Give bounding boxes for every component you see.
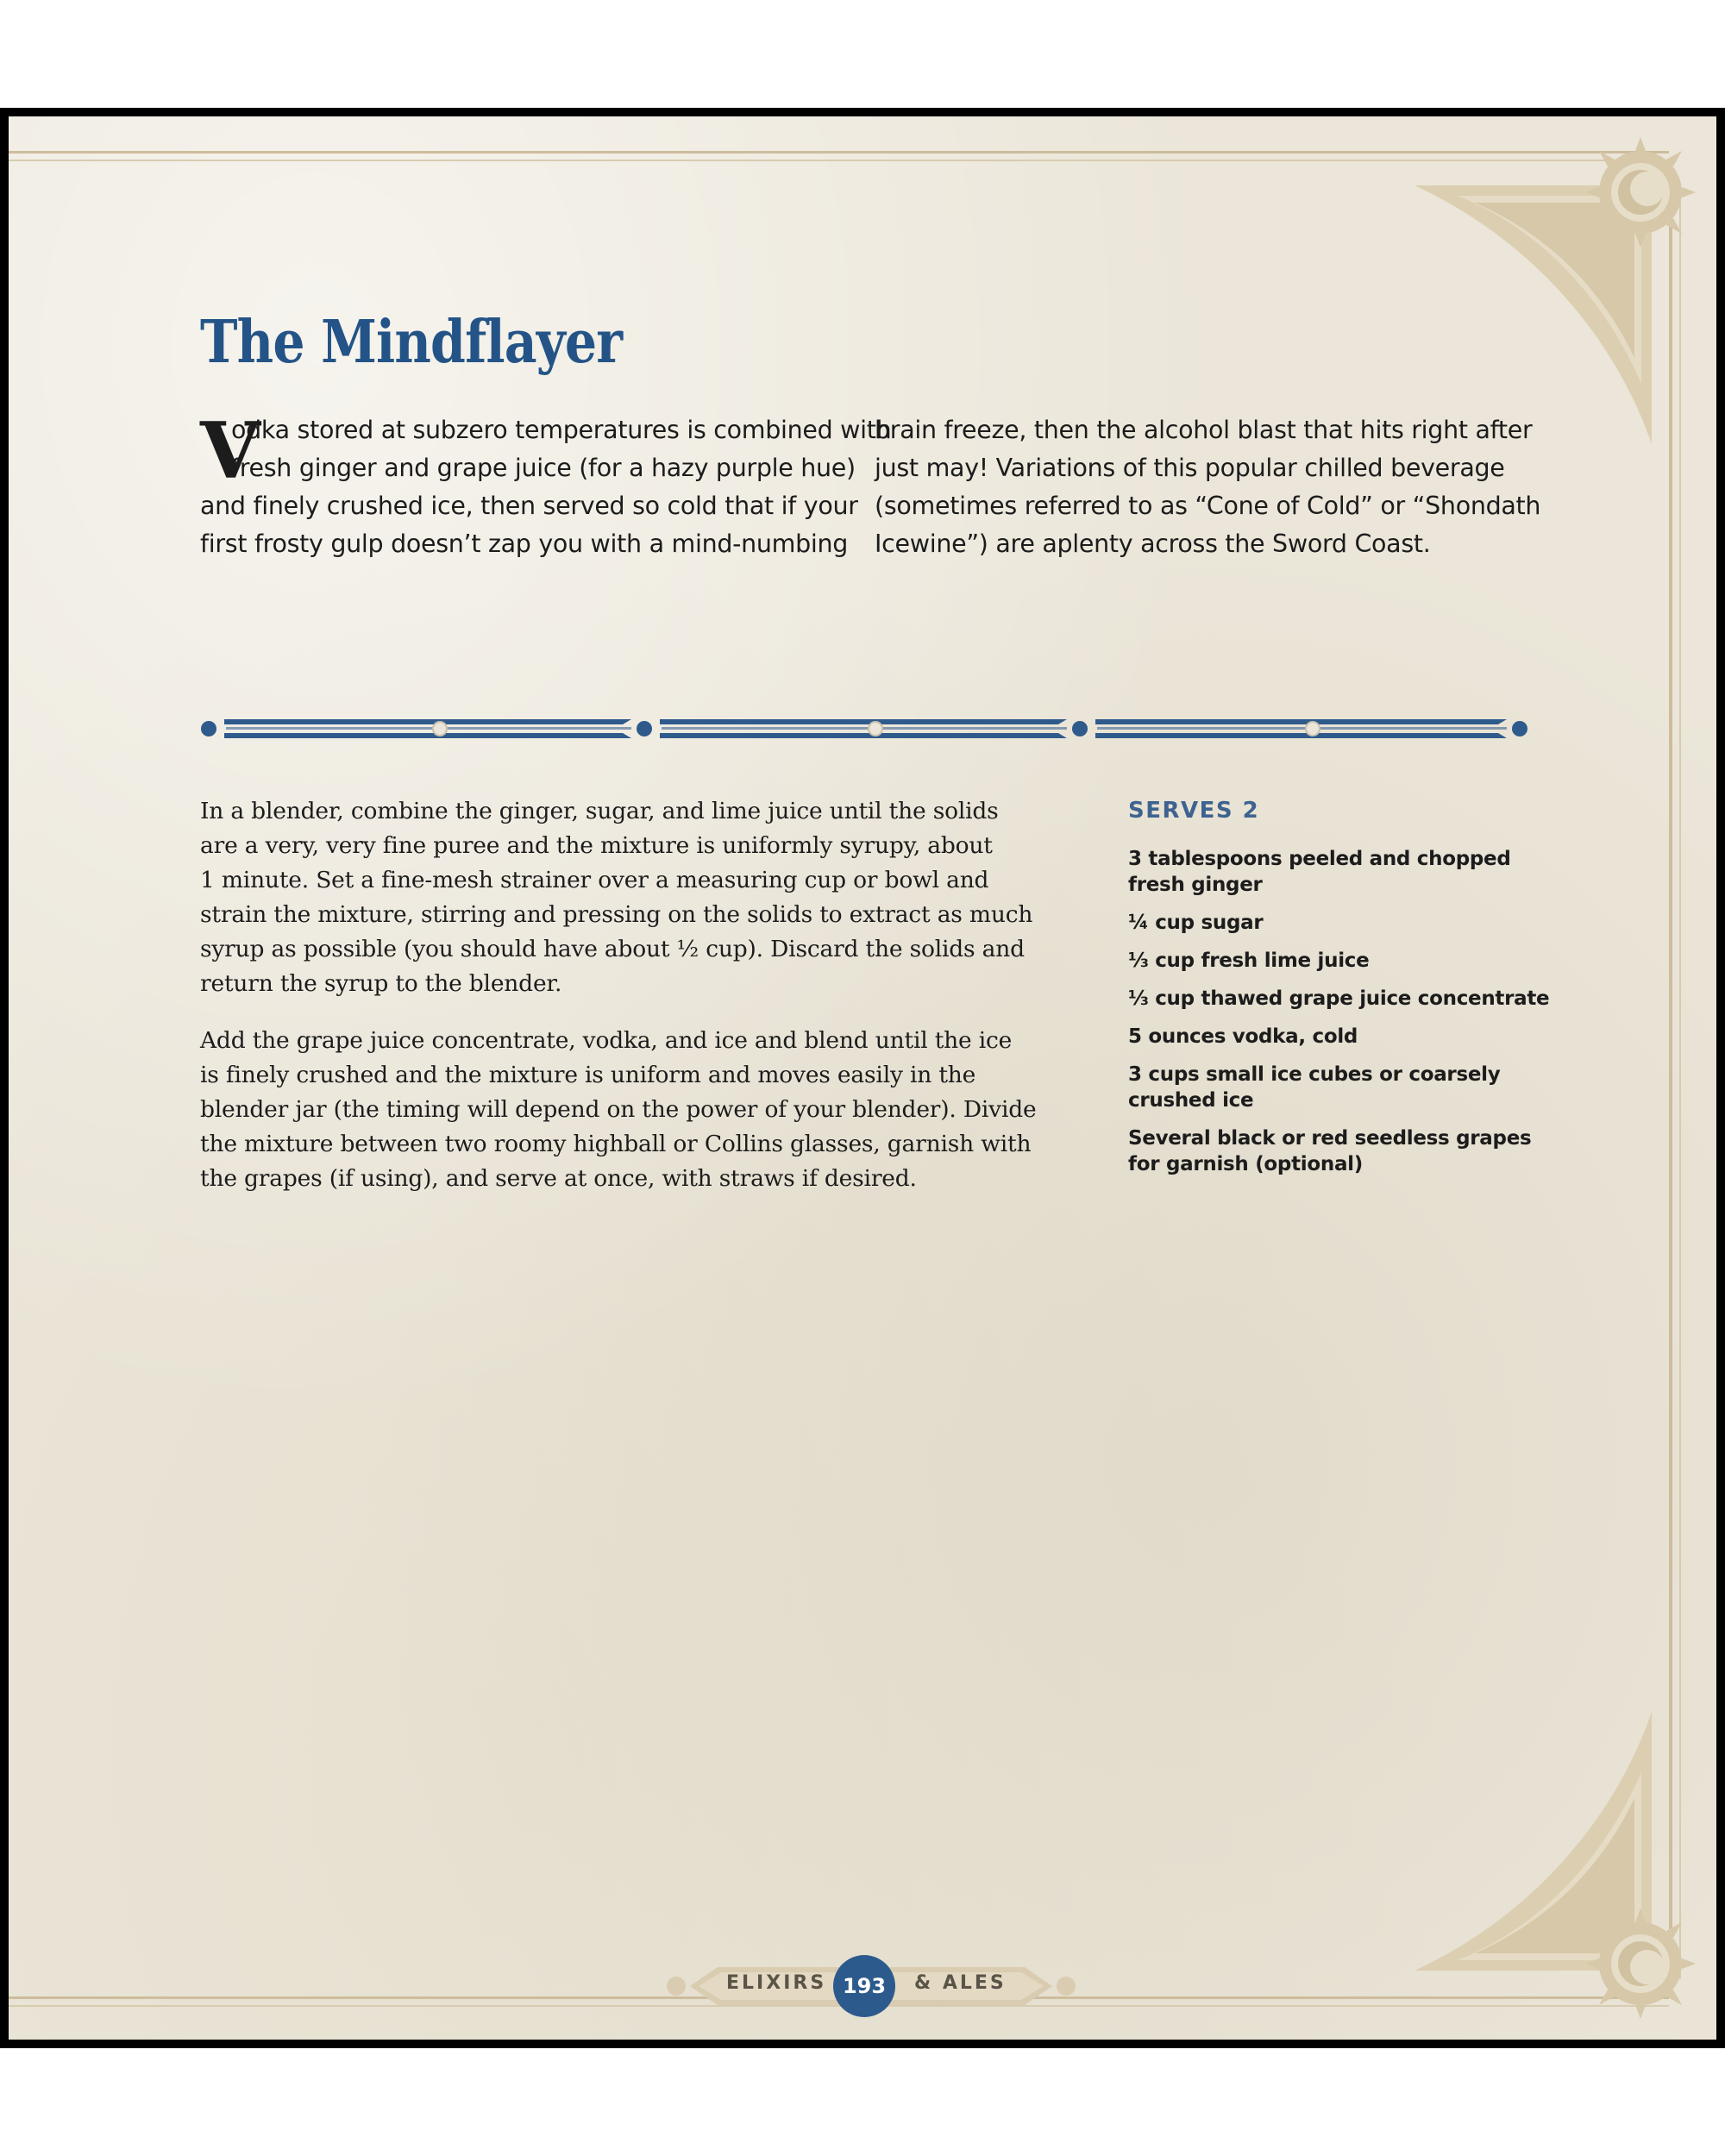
ingredient-line: fresh ginger: [1128, 874, 1263, 896]
ingredient-item: [1128, 948, 1542, 974]
method-line: strain the mixture, stirring and pressing on the solids to extract as much: [200, 901, 1033, 928]
ingredient-line: for garnish (optional): [1128, 1153, 1363, 1175]
method-line: syrup as possible (you should have about ½ cup). Discard the solids and: [200, 936, 1025, 962]
intro-line: fresh ginger and grape juice (for a hazy purple hue): [231, 454, 856, 482]
intro-line: odka stored at subzero temperatures is combined with: [231, 416, 892, 444]
page-number-badge: 193: [833, 1955, 895, 2017]
intro-line: brain freeze, then the alcohol blast that hits right after: [875, 416, 1533, 444]
recipe-method: [200, 794, 1080, 1196]
intro-line: (sometimes referred to as “Cone of Cold” or “Shondath: [875, 492, 1541, 520]
recipe-intro: [200, 405, 1541, 696]
intro-line: just may! Variations of this popular chilled beverage: [875, 454, 1505, 482]
method-line: 1 minute. Set a fine-mesh strainer over a measuring cup or bowl and: [200, 867, 989, 893]
page-footer: [664, 1946, 1078, 2026]
ingredient-item: [1128, 1062, 1542, 1113]
page-frame: [0, 108, 1725, 2048]
method-line: the grapes (if using), and serve at once, with straws if desired.: [200, 1165, 917, 1192]
intro-column-right: [875, 411, 1541, 696]
serves-heading: SERVES 2: [1128, 798, 1260, 824]
method-paragraph: [200, 1024, 1080, 1196]
method-line: is finely crushed and the mixture is uniform and moves easily in the: [200, 1062, 976, 1088]
ingredient-line: crushed ice: [1128, 1089, 1254, 1112]
ingredient-line: 3 cups small ice cubes or coarsely: [1128, 1063, 1501, 1086]
method-line: the mixture between two roomy highball or Collins glasses, garnish with: [200, 1131, 1032, 1157]
method-line: Add the grape juice concentrate, vodka, and ice and blend until the ice: [200, 1027, 1013, 1054]
intro-line: and finely crushed ice, then served so cold that if your: [200, 492, 858, 520]
intro-line: first frosty gulp doesn’t zap you with a mind-numbing: [200, 530, 849, 558]
intro-column-left: [200, 405, 892, 696]
ingredient-line: ⅓ cup thawed grape juice concentrate: [1128, 987, 1550, 1010]
ingredient-line: ¼ cup sugar: [1128, 912, 1264, 934]
ingredient-item: [1128, 846, 1542, 898]
ingredient-item: [1128, 986, 1550, 1012]
method-line: blender jar (the timing will depend on the power of your blender). Divide: [200, 1096, 1037, 1123]
ingredient-item: [1128, 1125, 1542, 1177]
recipe-page: [9, 116, 1716, 2040]
drop-cap: V: [200, 405, 260, 497]
method-line: In a blender, combine the ginger, sugar, and lime juice until the solids: [200, 798, 999, 824]
recipe-title: The Mindflayer: [200, 308, 623, 377]
ingredients-list: [1128, 798, 1550, 1189]
ingredient-line: Several black or red seedless grapes: [1128, 1127, 1532, 1150]
ornamental-divider: [200, 711, 1537, 746]
ingredient-line: ⅓ cup fresh lime juice: [1128, 950, 1370, 972]
ingredient-line: 3 tablespoons peeled and chopped: [1128, 848, 1511, 870]
footer-book-title-right: & ALES: [914, 1972, 1007, 1994]
method-line: return the syrup to the blender.: [200, 970, 562, 997]
footer-book-title-left: ELIXIRS: [726, 1972, 827, 1994]
method-paragraph: [200, 794, 1080, 1001]
ingredient-item: [1128, 910, 1542, 936]
ingredient-item: [1128, 1024, 1542, 1050]
method-line: are a very, very fine puree and the mixture is uniformly syrupy, about: [200, 832, 993, 859]
intro-line: Icewine”) are aplenty across the Sword Coast.: [875, 530, 1431, 558]
ingredient-line: 5 ounces vodka, cold: [1128, 1025, 1358, 1048]
